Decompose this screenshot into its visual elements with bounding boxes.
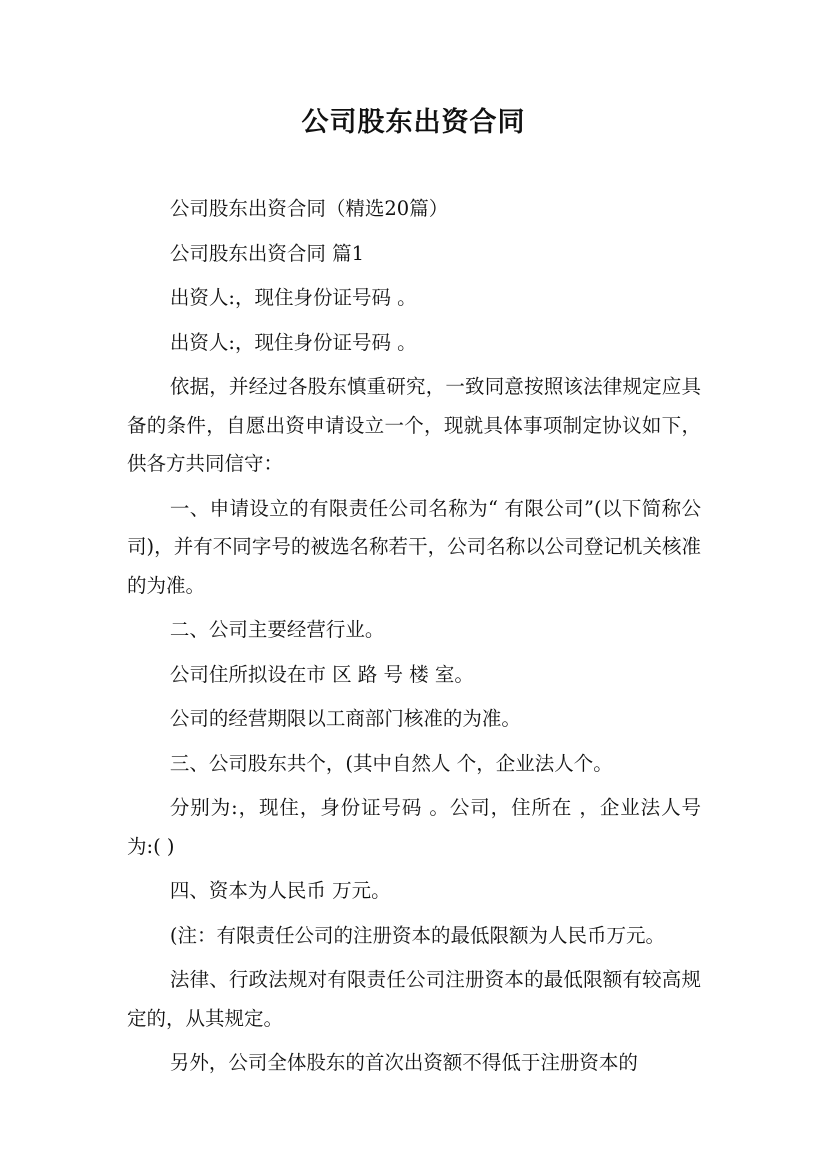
paragraph-clause-2: 二、公司主要经营行业。 (169, 618, 385, 641)
paragraph-collection-title: 公司股东出资合同（精选20篇） (169, 197, 449, 220)
paragraph-investor-1: 出资人:，现住身份证号码 。 (169, 286, 417, 309)
paragraph-initial-contribution: 另外，公司全体股东的首次出资额不得低于注册资本的 (169, 1051, 638, 1074)
paragraph-address: 公司住所拟设在市 区 路 号 楼 室。 (169, 662, 474, 686)
paragraph-investor-2: 出资人:，现住身份证号码 。 (169, 330, 417, 354)
document-title: 公司股东出资合同 (301, 107, 526, 138)
paragraph-clause-4: 四、资本为人民币 万元。 (169, 879, 391, 902)
paragraph-section-heading: 公司股东出资合同 篇1 (169, 241, 364, 265)
paragraph-clause-1: 一、申请设立的有限责任公司名称为“ 有限公司”(以下简称公司)，并有不同字号的被选名称若干，公司名称以公司登记机关核准的为准。 (127, 496, 701, 597)
paragraph-regulation: 法律、行政法规对有限责任公司注册资本的最低限额有较高规定的，从其规定。 (127, 968, 701, 1030)
paragraph-note: (注：有限责任公司的注册资本的最低限额为人民币万元。 (169, 923, 665, 947)
paragraph-preamble: 依据，并经过各股东慎重研究，一致同意按照该法律规定应具备的条件，自愿出资申请设立一个，现就具体事项制定协议如下，供各方共同信守： (127, 375, 701, 475)
paragraph-term: 公司的经营期限以工商部门核准的为准。 (169, 707, 521, 730)
paragraph-clause-3: 三、公司股东共个，(其中自然人 个，企业法人个。 (169, 751, 613, 775)
paragraph-shareholders: 分别为:，现住，身份证号码 。公司，住所在 ，企业法人号为:( ) (127, 796, 701, 858)
document-body (127, 190, 701, 1089)
